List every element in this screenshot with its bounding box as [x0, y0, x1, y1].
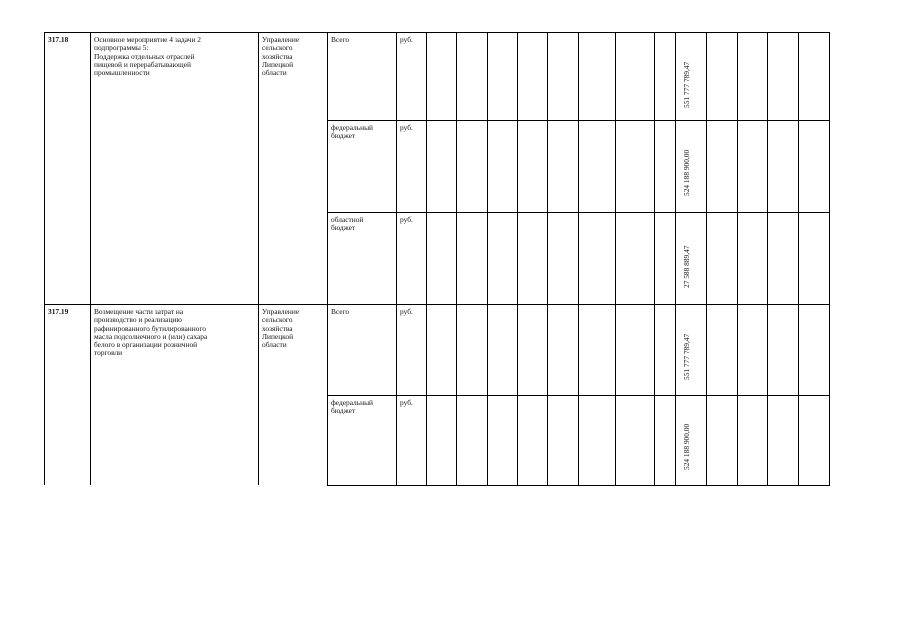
unit: руб.	[400, 398, 413, 407]
column-border	[90, 32, 91, 485]
executor: Управление сельского хозяйства Липецкой области	[262, 307, 300, 350]
column-border	[615, 32, 616, 485]
unit: руб.	[400, 123, 413, 132]
column-border	[706, 32, 707, 485]
table-top-border	[44, 32, 830, 33]
unit: руб.	[400, 35, 413, 44]
amount-value: 551 777 789,47	[682, 333, 691, 380]
column-border	[675, 32, 676, 485]
column-border	[396, 32, 397, 485]
column-border	[487, 32, 488, 485]
unit: руб.	[400, 215, 413, 224]
executor: Управление сельского хозяйства Липецкой области	[262, 35, 300, 78]
row-number: 317.19	[48, 307, 69, 316]
funding-source: Всего	[331, 35, 350, 44]
funding-source: федеральный бюджет	[331, 123, 373, 141]
column-border	[654, 32, 655, 485]
column-border	[767, 32, 768, 485]
column-border	[327, 32, 328, 485]
activity-name: Возмещение части затрат на производство и реализацию рафинированного бутилированного масла подсолнечного и (или) сахара белого в организации розничной торговли	[94, 307, 208, 358]
column-border	[456, 32, 457, 485]
activity-name: Основное мероприятие 4 задачи 2 подпрограммы 5: Поддержка отдельных отраслей пищевой и перерабатывающей промышленности	[94, 35, 201, 78]
funding-source: областной бюджет	[331, 215, 364, 233]
funding-source: Всего	[331, 307, 350, 316]
amount-value: 551 777 789,47	[682, 61, 691, 108]
column-border	[426, 32, 427, 485]
amount-value: 27 588 889,47	[682, 245, 691, 288]
amount-value: 524 188 900,00	[682, 423, 691, 470]
row-number: 317.18	[48, 35, 69, 44]
column-border	[258, 32, 259, 485]
column-border	[737, 32, 738, 485]
funding-source: федеральный бюджет	[331, 398, 373, 416]
column-border	[44, 32, 45, 485]
column-border	[578, 32, 579, 485]
unit: руб.	[400, 307, 413, 316]
amount-value: 524 188 900,00	[682, 149, 691, 196]
column-border	[798, 32, 799, 485]
table-bottom-border	[327, 485, 830, 486]
column-border	[829, 32, 830, 485]
column-border	[547, 32, 548, 485]
section-divider	[44, 304, 830, 305]
column-border	[517, 32, 518, 485]
